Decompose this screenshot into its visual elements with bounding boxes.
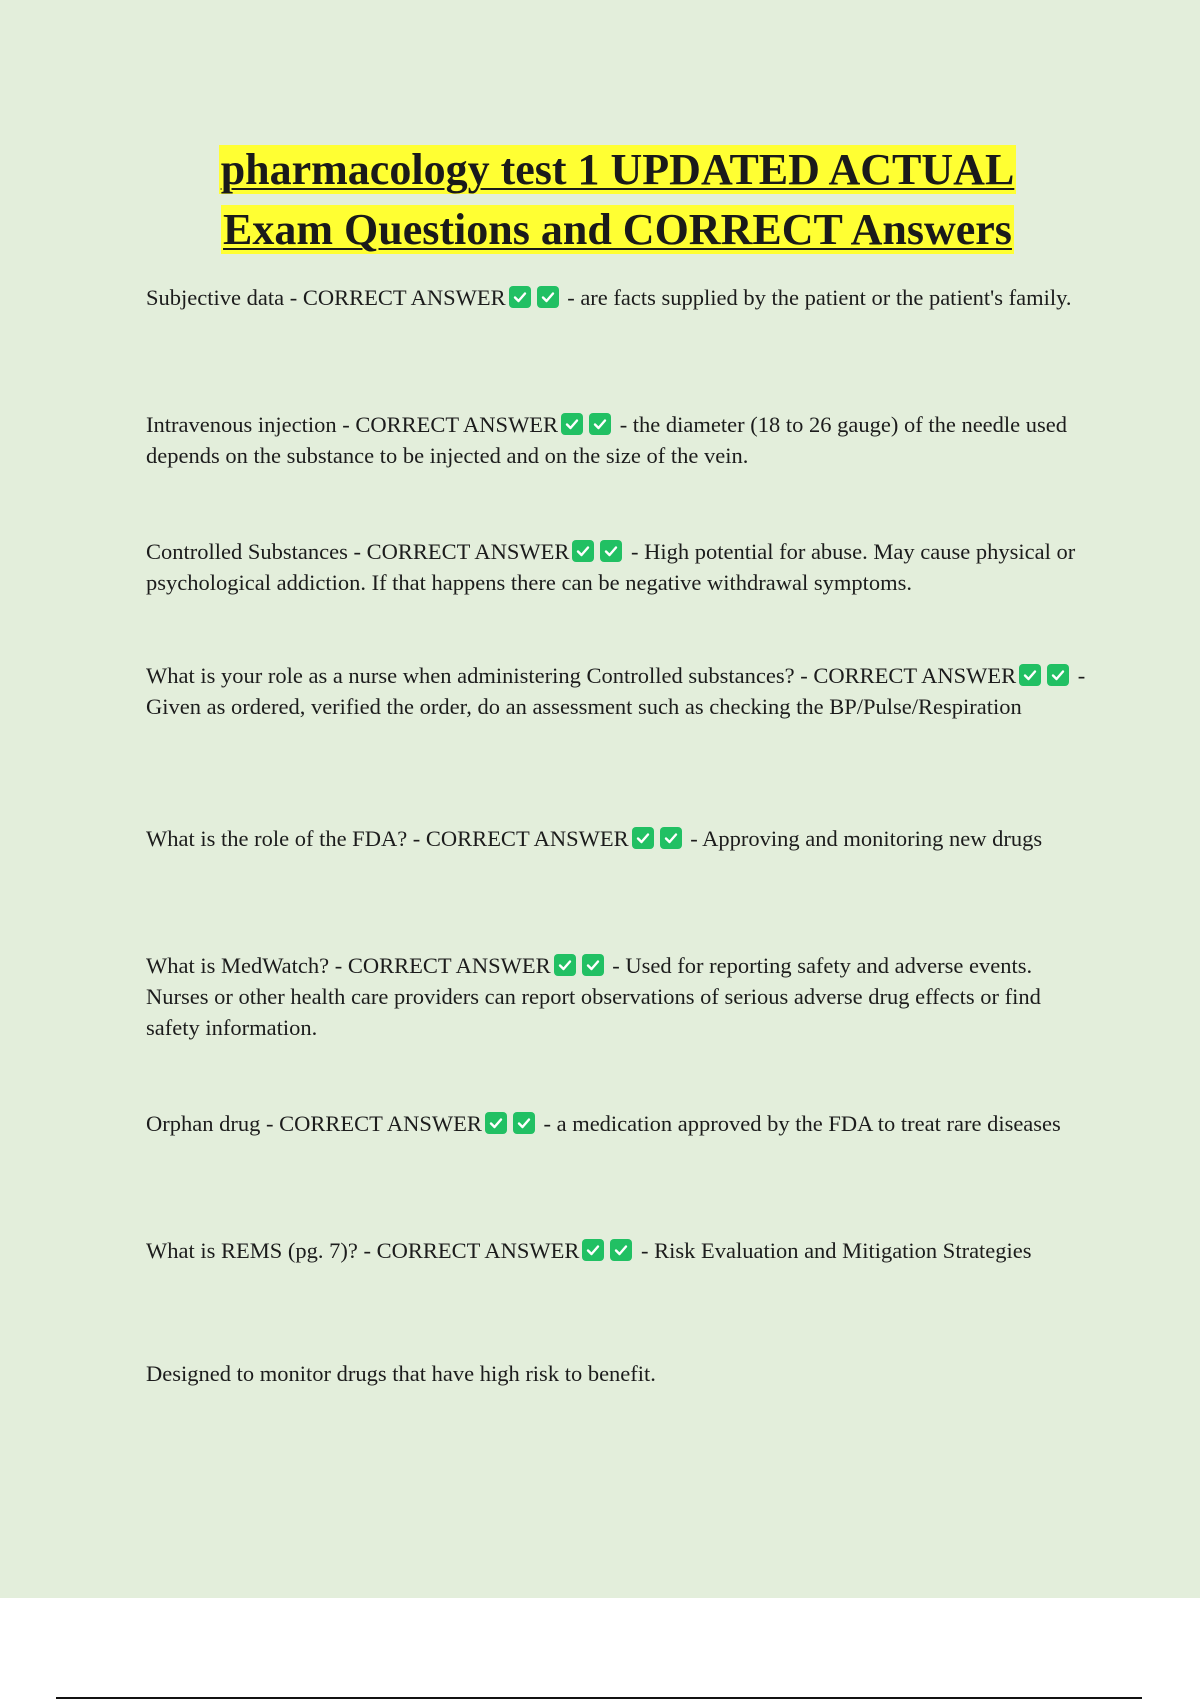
entry-term: Controlled Substances - — [146, 539, 367, 564]
entry-answer: - a medication approved by the FDA to treat rare diseases — [537, 1111, 1061, 1136]
check-box-icon — [610, 1239, 632, 1261]
qa-entry — [146, 1108, 1094, 1139]
qa-entry — [146, 1235, 1094, 1266]
qa-entry — [146, 282, 1094, 313]
correct-answer-label: CORRECT ANSWER — [355, 412, 559, 437]
entry-answer: - Approving and monitoring new drugs — [684, 826, 1043, 851]
entry-term: What is the role of the FDA? - — [146, 826, 426, 851]
qa-entry — [146, 536, 1094, 598]
check-box-icon — [582, 954, 604, 976]
entry-answer: - Given as ordered, verified the order, do an assessment such as checking the BP/Pulse/Respiration — [146, 663, 1086, 719]
correct-answer-label: CORRECT ANSWER — [279, 1111, 482, 1136]
check-box-icon — [660, 827, 682, 849]
qa-entry — [146, 823, 1094, 854]
document-title — [150, 140, 1085, 260]
qa-entry — [146, 660, 1094, 722]
entry-answer: - High potential for abuse. May cause physical or psychological addiction. If that happens there can be negative withdrawal symptoms. — [146, 539, 1076, 595]
check-box-icon — [632, 827, 654, 849]
correct-answer-label: CORRECT ANSWER — [302, 285, 506, 310]
correct-answer-label: CORRECT ANSWER — [366, 539, 570, 564]
note-paragraph: Designed to monitor drugs that have high risk to benefit. — [146, 1361, 656, 1386]
entry-answer: - Risk Evaluation and Mitigation Strategies — [635, 1238, 1032, 1263]
check-box-icon — [600, 540, 622, 562]
entry-term: What is REMS (pg. 7)? - — [146, 1238, 377, 1263]
correct-answer-label: CORRECT ANSWER — [425, 826, 629, 851]
qa-entry — [146, 409, 1094, 471]
entry-answer: - Used for reporting safety and adverse events. Nurses or other health care providers can report observations of serious adverse drug effects or find safety information. — [146, 953, 1041, 1040]
entry-term: Intravenous injection - — [146, 412, 356, 437]
entry-term: Orphan drug - — [146, 1111, 280, 1136]
check-box-icon — [509, 286, 531, 308]
check-box-icon — [1047, 664, 1069, 686]
title-line-1: pharmacology test 1 UPDATED ACTUAL — [220, 145, 1015, 194]
qa-entry — [146, 950, 1094, 1043]
check-box-icon — [537, 286, 559, 308]
correct-answer-label: CORRECT ANSWER — [347, 953, 551, 978]
entry-term: What is your role as a nurse when administering Controlled substances? - — [146, 663, 814, 688]
check-box-icon — [572, 540, 594, 562]
check-box-icon — [561, 413, 583, 435]
check-box-icon — [554, 954, 576, 976]
check-box-icon — [513, 1112, 535, 1134]
entry-term: Subjective data - — [146, 285, 303, 310]
entry-term: What is MedWatch? - — [146, 953, 348, 978]
correct-answer-label: CORRECT ANSWER — [376, 1238, 580, 1263]
correct-answer-label: CORRECT ANSWER — [813, 663, 1017, 688]
title-line-2: Exam Questions and CORRECT Answers — [223, 205, 1012, 254]
check-box-icon — [589, 413, 611, 435]
entry-answer: - are facts supplied by the patient or the patient's family. — [561, 285, 1072, 310]
check-box-icon — [1019, 664, 1041, 686]
check-box-icon — [582, 1239, 604, 1261]
check-box-icon — [485, 1112, 507, 1134]
bottom-divider — [56, 1697, 1142, 1699]
entry-answer: - the diameter (18 to 26 gauge) of the needle used depends on the substance to be injected and on the size of the vein. — [146, 412, 1068, 468]
